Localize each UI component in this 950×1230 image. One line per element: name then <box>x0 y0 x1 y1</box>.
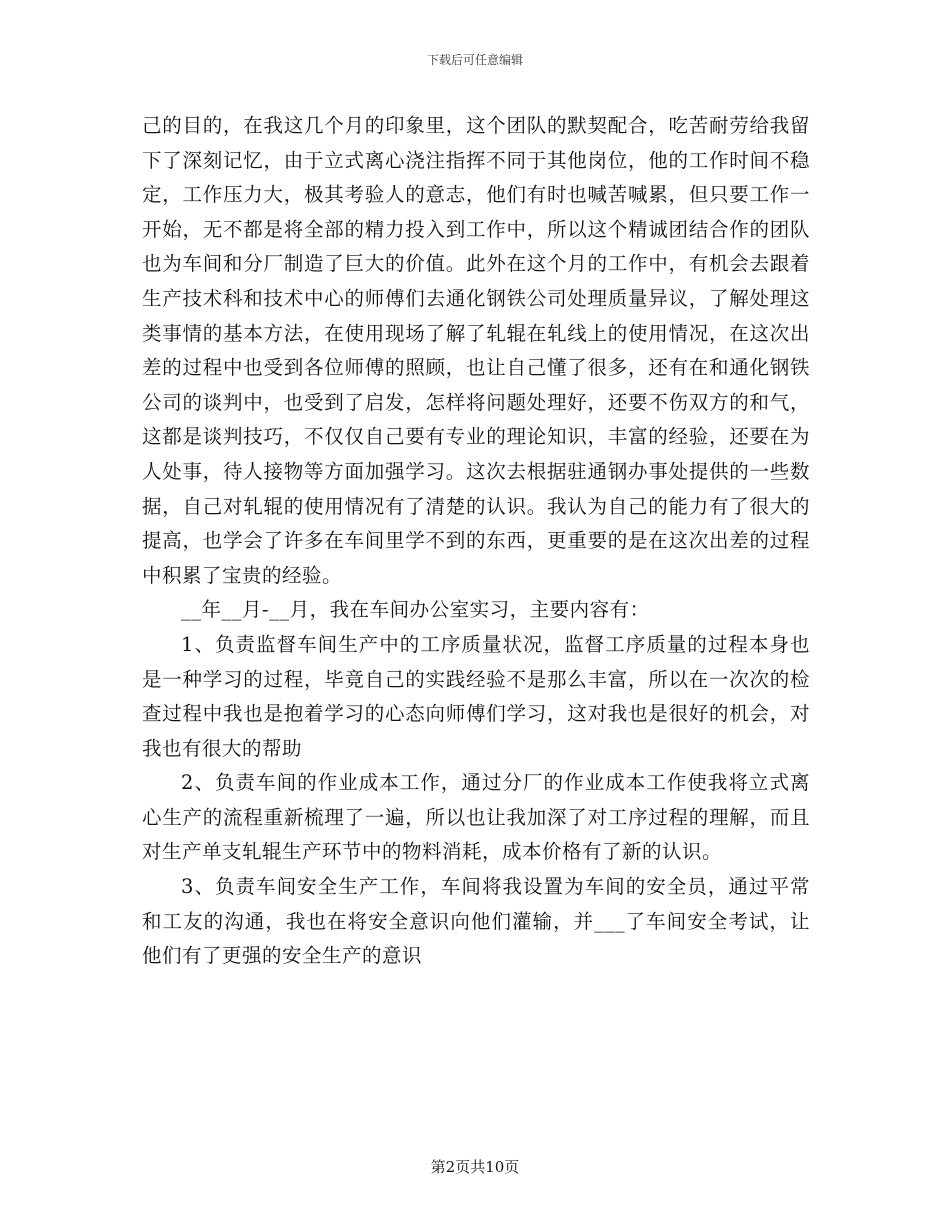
page-header-note: 下载后可任意编辑 <box>426 53 523 67</box>
paragraph-item-1: 1、负责监督车间生产中的工序质量状况，监督工序质量的过程本身也是一种学习的过程，毕竟自己的实践经验不是那么丰富，所以在一次次的检查过程中我也是抱着学习的心态向师傅们学习，这对我也是很好的机会，对我也有很大的帮助 <box>142 632 810 760</box>
paragraph-item-2: 2、负责车间的作业成本工作，通过分厂的作业成本工作使我将立式离心生产的流程重新梳理了一遍，所以也让我加深了对工序过程的理解，而且对生产单支轧辊生产环节中的物料消耗，成本价格有了新的认识。 <box>142 771 810 864</box>
page-number: 第2页共10页 <box>430 1158 520 1176</box>
paragraph-continuation: 己的目的，在我这几个月的印象里，这个团队的默契配合，吃苦耐劳给我留下了深刻记忆，由于立式离心浇注指挥不同于其他岗位，他的工作时间不稳定，工作压力大，极其考验人的意志，他们有时也喊苦喊累，但只要工作一开始，无不都是将全部的精力投入到工作中，所以这个精诚团结合作的团队也为车间和分厂制造了巨大的价值。此外在这个月的工作中，有机会去跟着生产技术科和技术中心的师傅们去通化钢铁公司处理质量异议，了解处理这类事情的基本方法，在使用现场了解了轧辊在轧线上的使用情况，在这次出差的过程中也受到各位师傅的照顾，也让自己懂了很多，还有在和通化钢铁公司的谈判中，也受到了启发，怎样将问题处理好，还要不伤双方的和气，这都是谈判技巧，不仅仅自己要有专业的理论知识，丰富的经验，还要在为人处事，待人接物等方面加强学习。这次去根据驻通钢办事处提供的一些数据，自己对轧辊的使用情况有了清楚的认识。我认为自己的能力有了很大的提高，也学会了许多在车间里学不到的东西，更重要的是在这次出差的过程中积累了宝贵的经验。 <box>142 114 810 587</box>
paragraph-internship-period: __年__月-__月，我在车间办公室实习，主要内容有： <box>181 598 650 622</box>
document-body <box>142 109 810 974</box>
paragraph-item-3: 3、负责车间安全生产工作，车间将我设置为车间的安全员，通过平常和工友的沟通，我也在将安全意识向他们灌输，并___了车间安全考试，让他们有了更强的安全生产的意识 <box>142 875 810 968</box>
